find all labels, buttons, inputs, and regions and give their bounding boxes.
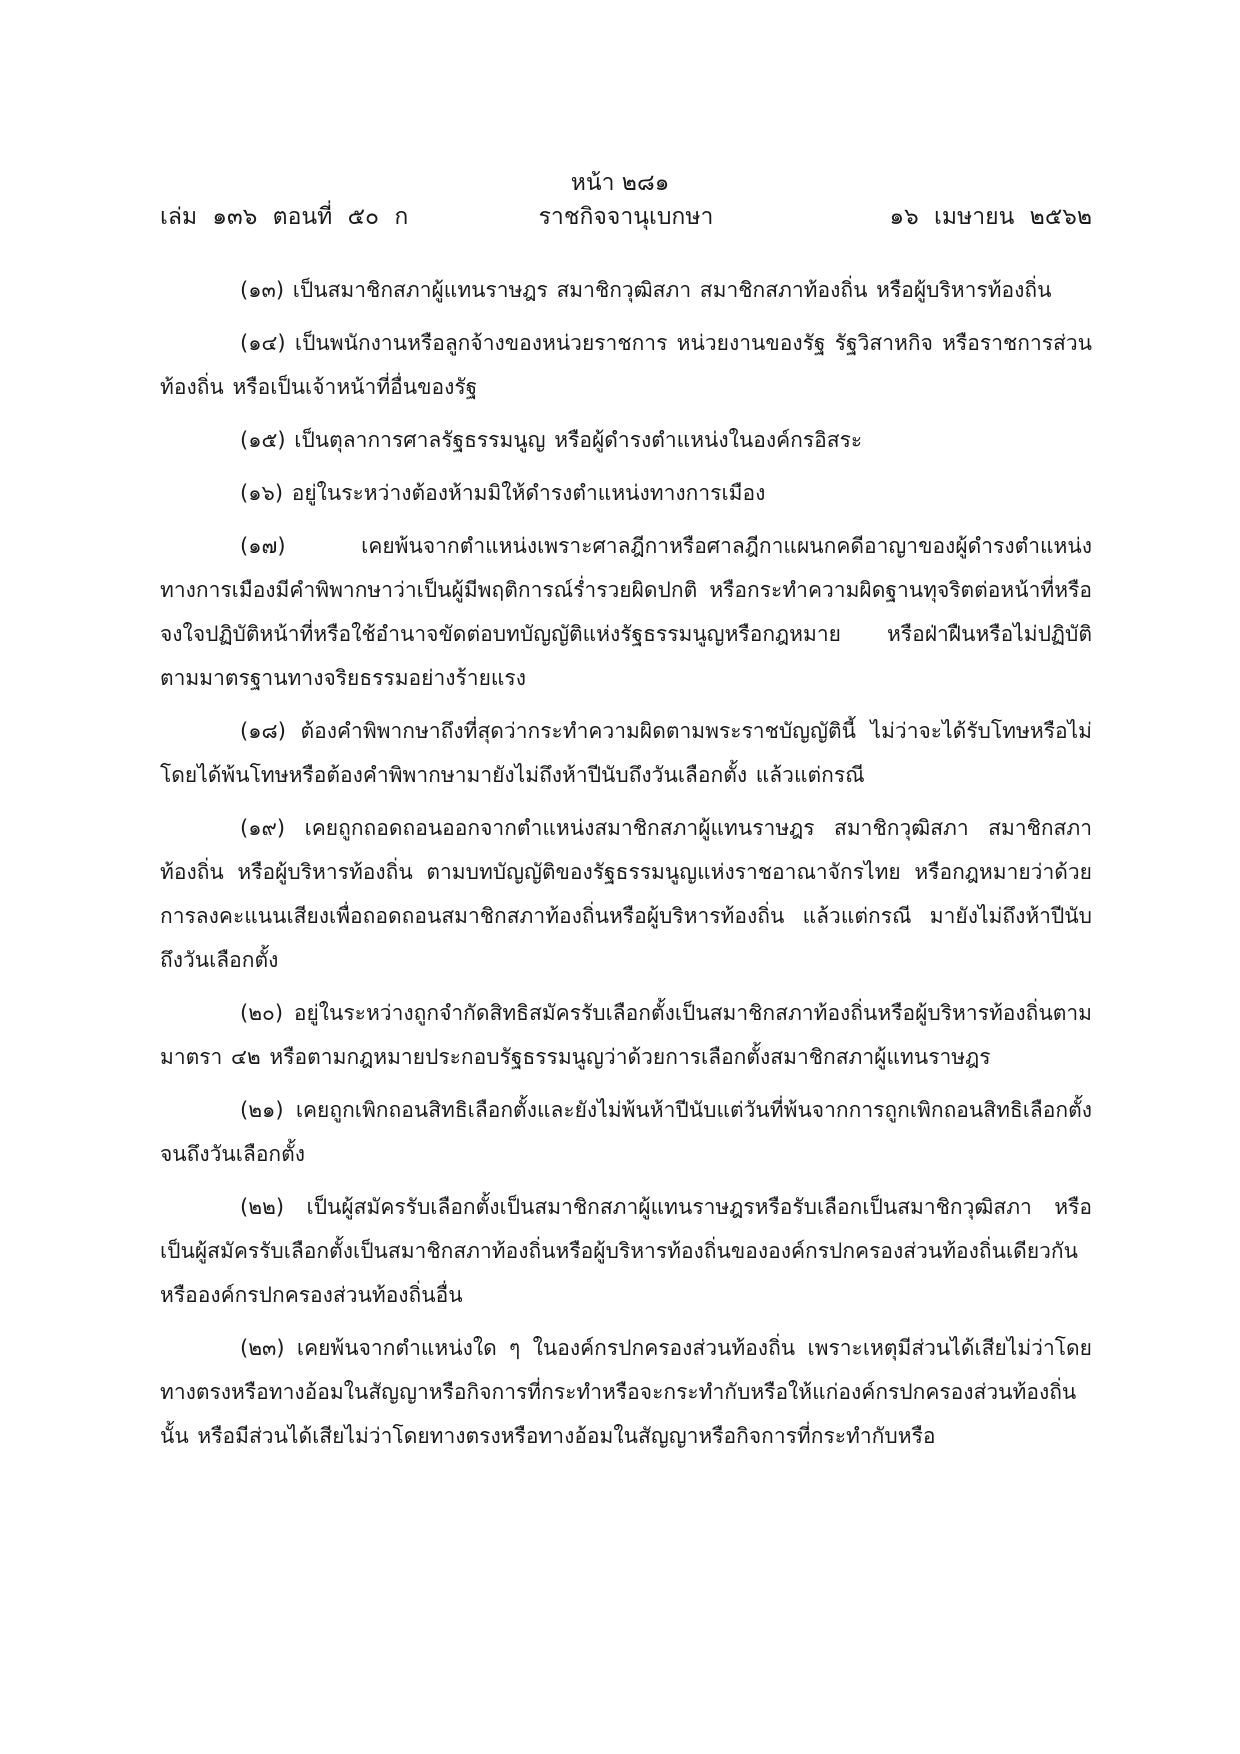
clause-23: (๒๓) เคยพ้นจากตำแหน่งใด ๆ ในองค์กรปกครองส่วนท้องถิ่น เพราะเหตุมีส่วนได้เสียไม่ว่าโดยทางตรงหรือทางอ้อมในสัญญาหรือกิจการที่กระทำหรือจะกระทำกับหรือให้แก่องค์กรปกครองส่วนท้องถิ่นนั้น หรือมีส่วนได้เสียไม่ว่าโดยทางตรงหรือทางอ้อมในสัญญาหรือกิจการที่กระทำกับหรือ bbox=[160, 1336, 1092, 1448]
publication-name: ราชกิจจานุเบกษา bbox=[538, 204, 714, 230]
volume-issue-info: เล่ม ๑๓๖ ตอนที่ ๕๐ ก bbox=[160, 204, 409, 230]
clause-16: (๑๖) อยู่ในระหว่างต้องห้ามมิให้ดำรงตำแหน่งทางการเมือง bbox=[240, 481, 766, 505]
clause-17: (๑๗) เคยพ้นจากตำแหน่งเพราะศาลฎีกาหรือศาลฎีกาแผนกคดีอาญาของผู้ดำรงตำแหน่งทางการเมืองมีคำพิพากษาว่าเป็นผู้มีพฤติการณ์ร่ำรวยผิดปกติ หรือกระทำความผิดฐานทุจริตต่อหน้าที่หรือจงใจปฏิบัติหน้าที่หรือใช้อำนาจขัดต่อบทบัญญัติแห่งรัฐธรรมนูญหรือกฎหมาย หรือฝ่าฝืนหรือไม่ปฏิบัติตามมาตรฐานทางจริยธรรมอย่างร้ายแรง bbox=[160, 534, 1092, 690]
clause-15: (๑๕) เป็นตุลาการศาลรัฐธรรมนูญ หรือผู้ดำรงตำแหน่งในองค์กรอิสระ bbox=[240, 428, 863, 452]
clause-14: (๑๔) เป็นพนักงานหรือลูกจ้างของหน่วยราชการ หน่วยงานของรัฐ รัฐวิสาหกิจ หรือราชการส่วนท้องถิ่น หรือเป็นเจ้าหน้าที่อื่นของรัฐ bbox=[160, 331, 1092, 399]
gazette-header bbox=[160, 200, 1092, 234]
clause-21: (๒๑) เคยถูกเพิกถอนสิทธิเลือกตั้งและยังไม่พ้นห้าปีนับแต่วันที่พ้นจากการถูกเพิกถอนสิทธิเลือกตั้งจนถึงวันเลือกตั้ง bbox=[160, 1098, 1092, 1166]
publication-date: ๑๖ เมษายน ๒๕๖๒ bbox=[889, 204, 1092, 230]
clause-20: (๒๐) อยู่ในระหว่างถูกจำกัดสิทธิสมัครรับเลือกตั้งเป็นสมาชิกสภาท้องถิ่นหรือผู้บริหารท้องถิ่นตามมาตรา ๔๒ หรือตามกฎหมายประกอบรัฐธรรมนูญว่าด้วยการเลือกตั้งสมาชิกสภาผู้แทนราษฎร bbox=[160, 1001, 1092, 1069]
clause-18: (๑๘) ต้องคำพิพากษาถึงที่สุดว่ากระทำความผิดตามพระราชบัญญัตินี้ ไม่ว่าจะได้รับโทษหรือไม่โดยได้พ้นโทษหรือต้องคำพิพากษามายังไม่ถึงห้าปีนับถึงวันเลือกตั้ง แล้วแต่กรณี bbox=[160, 719, 1092, 787]
clause-19: (๑๙) เคยถูกถอดถอนออกจากตำแหน่งสมาชิกสภาผู้แทนราษฎร สมาชิกวุฒิสภา สมาชิกสภาท้องถิ่น หรือผู้บริหารท้องถิ่น ตามบทบัญญัติของรัฐธรรมนูญแห่งราชอาณาจักรไทย หรือกฎหมายว่าด้วยการลงคะแนนเสียงเพื่อถอดถอนสมาชิกสภาท้องถิ่นหรือผู้บริหารท้องถิ่น แล้วแต่กรณี มายังไม่ถึงห้าปีนับถึงวันเลือกตั้ง bbox=[160, 816, 1092, 972]
clause-22: (๒๒) เป็นผู้สมัครรับเลือกตั้งเป็นสมาชิกสภาผู้แทนราษฎรหรือรับเลือกเป็นสมาชิกวุฒิสภา หรือเป็นผู้สมัครรับเลือกตั้งเป็นสมาชิกสภาท้องถิ่นหรือผู้บริหารท้องถิ่นขององค์กรปกครองส่วนท้องถิ่นเดียวกันหรือองค์กรปกครองส่วนท้องถิ่นอื่น bbox=[160, 1195, 1092, 1307]
page-number: หน้า ๒๘๑ bbox=[570, 170, 670, 196]
document-body bbox=[160, 268, 1092, 1467]
clause-13: (๑๓) เป็นสมาชิกสภาผู้แทนราษฎร สมาชิกวุฒิสภา สมาชิกสภาท้องถิ่น หรือผู้บริหารท้องถิ่น bbox=[240, 278, 1052, 302]
